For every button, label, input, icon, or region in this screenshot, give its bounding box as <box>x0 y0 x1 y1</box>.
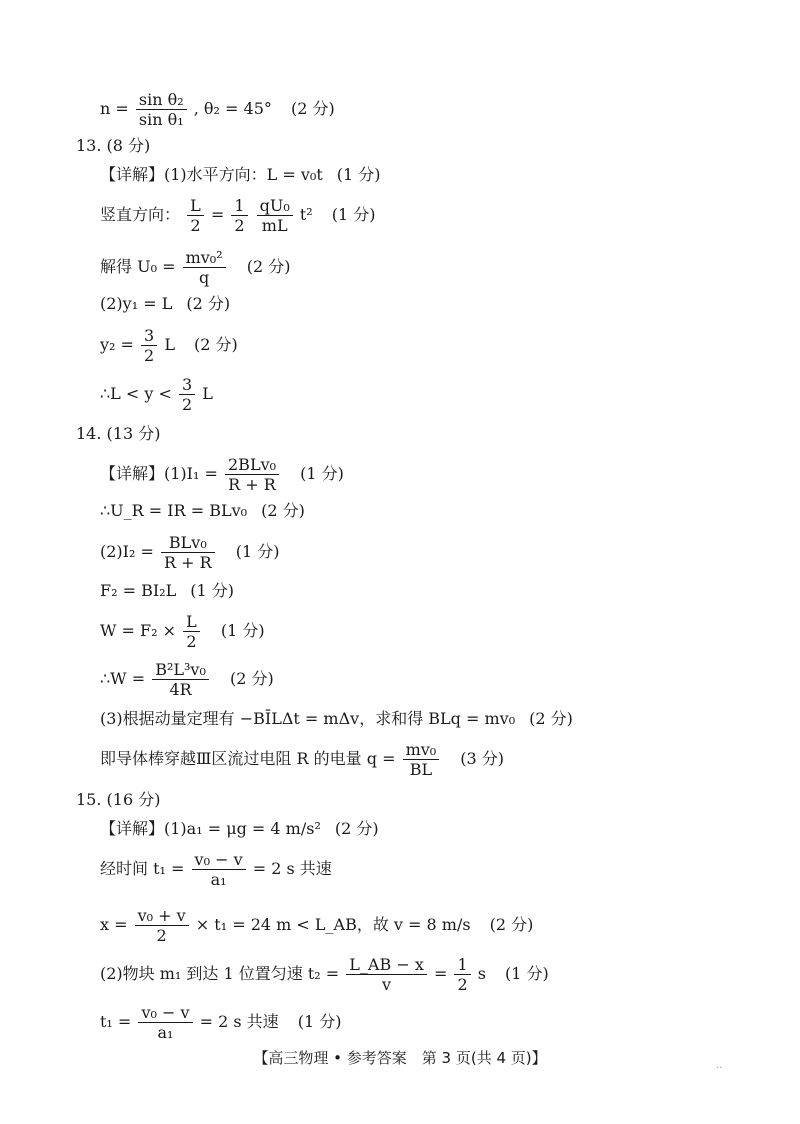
q13-header <box>76 135 150 157</box>
q15-line2 <box>100 850 332 889</box>
fraction <box>138 1003 192 1042</box>
score: (1 分) <box>300 464 344 483</box>
score: (2 分) <box>246 257 291 276</box>
q14-line1 <box>100 455 344 494</box>
fraction <box>136 90 187 129</box>
numerator: L_AB − x <box>346 955 427 975</box>
score: (2 分) <box>194 335 238 354</box>
fraction <box>152 660 209 699</box>
page-footer: 【高三物理 • 参考答案 第 3 页(共 4 页)】 <box>253 1049 547 1067</box>
numerator: v₀ − v <box>192 850 246 870</box>
fraction <box>346 955 427 994</box>
q13-line3 <box>100 248 290 287</box>
q14-line4 <box>100 580 234 602</box>
q14-header <box>76 423 160 445</box>
text: = <box>210 205 225 224</box>
text: = 2 s 共速 <box>252 859 332 878</box>
denominator: 2 <box>457 975 468 994</box>
snell-line <box>100 90 335 129</box>
denominator: 2 <box>144 346 155 365</box>
text: y₂ = <box>100 335 134 354</box>
q14-line7 <box>100 708 573 730</box>
score: (3 分) <box>460 749 505 768</box>
score: (2 分) <box>529 709 573 728</box>
text: 15. (16 分) <box>76 790 161 809</box>
text: 14. (13 分) <box>76 424 161 443</box>
text: 【详解】(1)a₁ = μg = 4 m/s² <box>100 819 321 838</box>
q13-line5 <box>100 326 238 365</box>
numerator: mv₀ <box>403 740 440 760</box>
fraction <box>161 533 215 572</box>
q15-line3 <box>100 906 533 945</box>
q13-line6 <box>100 375 213 414</box>
score: (2 分) <box>261 501 305 520</box>
text: × t₁ = 24 m < L_AB，故 v = 8 m/s <box>195 915 471 934</box>
fraction <box>231 196 247 235</box>
text: x = <box>100 915 128 934</box>
denominator: R + R <box>228 475 276 494</box>
q14-line6 <box>100 660 274 699</box>
text: ∴U_R = IR = BLv₀ <box>100 501 248 520</box>
score: (1 分) <box>331 205 376 224</box>
numerator: B²L³v₀ <box>152 660 209 680</box>
score: (2 分) <box>291 99 335 118</box>
text: n = <box>100 99 129 118</box>
denominator: 2 <box>190 216 201 235</box>
text: t² <box>299 205 313 224</box>
numerator: v₀ + v <box>135 906 189 926</box>
denominator: 4R <box>169 680 192 699</box>
fraction <box>183 612 200 651</box>
numerator: v₀ − v <box>138 1003 192 1023</box>
corner-dots: .. <box>716 1060 723 1071</box>
denominator: 2 <box>182 395 193 414</box>
text: W = F₂ × <box>100 621 177 640</box>
text: 13. (8 分) <box>76 136 151 155</box>
q14-line3 <box>100 533 280 572</box>
score: (1 分) <box>190 581 234 600</box>
numerator: mv₀² <box>183 248 226 268</box>
numerator: 3 <box>141 326 157 346</box>
numerator: qU₀ <box>257 196 293 216</box>
score: (1 分) <box>505 964 549 983</box>
score: (1 分) <box>297 1012 342 1031</box>
text: (2)y₁ = L <box>100 294 173 313</box>
q13-line2 <box>100 196 376 235</box>
denominator: mL <box>261 216 288 235</box>
text: t₁ = <box>100 1012 132 1031</box>
text: 竖直方向： <box>100 205 181 224</box>
q13-line1 <box>100 164 381 186</box>
denominator: a₁ <box>157 1023 174 1042</box>
text: 即导体棒穿越Ⅲ区流过电阻 R 的电量 q = <box>100 749 396 768</box>
numerator: 1 <box>231 196 247 216</box>
q15-line1 <box>100 818 379 840</box>
q15-line4 <box>100 955 549 994</box>
text: = 2 s 共速 <box>199 1012 279 1031</box>
denominator: 2 <box>186 632 197 651</box>
score: (2 分) <box>186 294 231 313</box>
text: ∴L < y < <box>100 384 172 403</box>
text: (2)I₂ = <box>100 542 154 561</box>
text: , θ₂ = 45° <box>193 99 272 118</box>
fraction <box>141 326 157 365</box>
text: 【详解】(1)I₁ = <box>100 464 218 483</box>
denominator: R + R <box>163 553 212 572</box>
text: F₂ = BI₂L <box>100 581 177 600</box>
numerator: 3 <box>179 375 195 395</box>
denominator: 2 <box>156 926 167 945</box>
text: = <box>433 964 448 983</box>
q13-line4 <box>100 293 230 315</box>
denominator: 2 <box>234 216 245 235</box>
numerator: 2BLv₀ <box>225 455 279 475</box>
fraction <box>135 906 189 945</box>
q14-line5 <box>100 612 265 651</box>
fraction <box>225 455 279 494</box>
fraction <box>454 955 470 994</box>
text: 解得 U₀ = <box>100 257 176 276</box>
q15-header <box>76 789 160 811</box>
numerator: sin θ₂ <box>136 90 187 110</box>
numerator: BLv₀ <box>161 533 215 553</box>
q15-line5 <box>100 1003 342 1042</box>
text: ∴W = <box>100 669 146 688</box>
denominator: BL <box>409 760 433 779</box>
numerator: L <box>187 196 204 216</box>
score: (1 分) <box>235 542 280 561</box>
fraction <box>183 248 226 287</box>
text: (3)根据动量定理有 −BĪLΔt = mΔv，求和得 BLq = mv₀ <box>100 709 516 728</box>
score: (2 分) <box>229 669 274 688</box>
denominator: v <box>382 975 392 994</box>
text: L <box>202 384 213 403</box>
fraction <box>257 196 293 235</box>
text: 【详解】(1)水平方向：L = v₀t <box>100 165 323 184</box>
numerator: L <box>183 612 200 632</box>
score: (2 分) <box>334 819 379 838</box>
text: (2)物块 m₁ 到达 1 位置匀速 t₂ = <box>100 964 340 983</box>
fraction <box>179 375 195 414</box>
fraction <box>403 740 440 779</box>
score: (2 分) <box>489 915 534 934</box>
score: (1 分) <box>336 165 381 184</box>
denominator: q <box>198 268 210 287</box>
text: 经时间 t₁ = <box>100 859 185 878</box>
text: s <box>477 964 486 983</box>
q14-line2 <box>100 500 305 522</box>
fraction <box>192 850 246 889</box>
text: L <box>164 335 175 354</box>
q14-line8 <box>100 740 504 779</box>
numerator: 1 <box>454 955 470 975</box>
fraction <box>187 196 204 235</box>
score: (1 分) <box>220 621 265 640</box>
denominator: sin θ₁ <box>138 110 184 129</box>
denominator: a₁ <box>210 870 227 889</box>
